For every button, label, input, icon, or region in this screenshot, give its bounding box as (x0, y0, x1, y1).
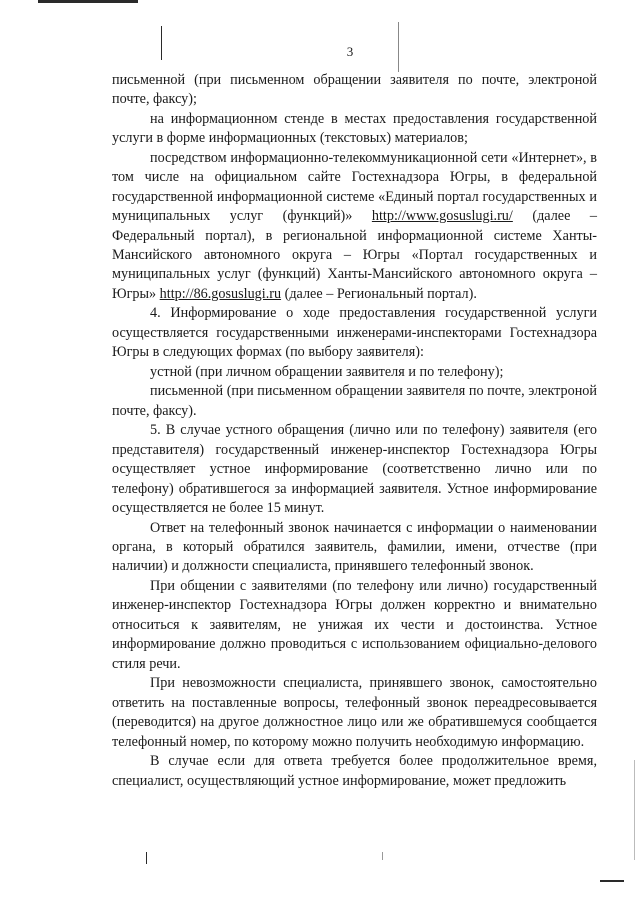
federal-portal-link[interactable]: http://www.gosuslugi.ru/ (371, 208, 513, 225)
paragraph-text: (далее – Региональный портал). (281, 285, 477, 302)
paragraph: на информационном стенде в местах предоставления государственной услуги в форме информационных (текстовых) материалов; (112, 111, 597, 147)
paragraph: В случае если для ответа требуется более продолжительное время, специалист, осуществляющий устное информирование, может предложить (112, 753, 597, 789)
paragraph: письменной (при письменном обращении заявителя по почте, электроной почте, факсу); (112, 72, 597, 108)
paragraph: 4. Информирование о ходе предоставления государственной услуги осуществляется государственными инженерами-инспекторами Гостехнадзора Югры в следующих формах (по выбору заявителя): (112, 305, 597, 361)
scan-bottom-right-mark (382, 852, 383, 860)
regional-portal-link[interactable]: http://86.gosuslugi.ru (159, 285, 282, 302)
scan-bottom-right-corner (600, 880, 624, 882)
page-number: 3 (346, 44, 354, 59)
paragraph-text: посредством информационно-телекоммуникационной сети «Интернет», в том числе на официальном сайте Гостехнадзора Югры, в федеральной государственной информационной системе «Единый портал государственных и муниципальных услуг (функций)» (112, 150, 597, 225)
paragraph: При невозможности специалиста, принявшего звонок, самостоятельно ответить на поставленные вопросы, телефонный звонок переадресовывается (переводится) на другое должностное лицо или же обратившемуся сообщается телефонный номер, по которому можно получить необходимую информацию. (112, 675, 597, 750)
paragraph: письменной (при письменном обращении заявителя по почте, электроной почте, факсу). (112, 383, 597, 419)
paragraph: Ответ на телефонный звонок начинается с информации о наименовании органа, в который обратился заявитель, фамилии, имени, отчестве (при наличии) и должности специалиста, принявшего телефонный звонок. (112, 519, 597, 575)
scan-bottom-left-mark (146, 852, 147, 864)
document-body (112, 71, 597, 791)
paragraph: При общении с заявителями (по телефону или лично) государственный инженер-инспектор Гостехнадзора Югры должен корректно и внимательно относиться к заявителям, не унижая их чести и достоинства. Устное информирование должно проводиться с использованием официально-делового стиля речи. (112, 578, 597, 672)
scan-top-bar (38, 0, 138, 3)
paragraph: 5. В случае устного обращения (лично или по телефону) заявителя (его представителя) государственный инженер-инспектор Гостехнадзора Югры осуществляет устное информирование (соответственно лично или по телефону) обратившегося за информацией заявителя. Устное информирование осуществляется не более 15 минут. (112, 422, 597, 517)
paragraph-with-links (112, 149, 597, 304)
paragraph: устной (при личном обращении заявителя и по телефону); (150, 363, 504, 380)
scan-right-edge (634, 760, 635, 860)
paragraph-text: (далее – Федеральный портал), в региональной информационной системе Ханты-Мансийского автономного округа – Югры «Портал государственных и муниципальных услуг (функций) Ханты-Мансийского автономного округа – Югры» (112, 208, 597, 302)
